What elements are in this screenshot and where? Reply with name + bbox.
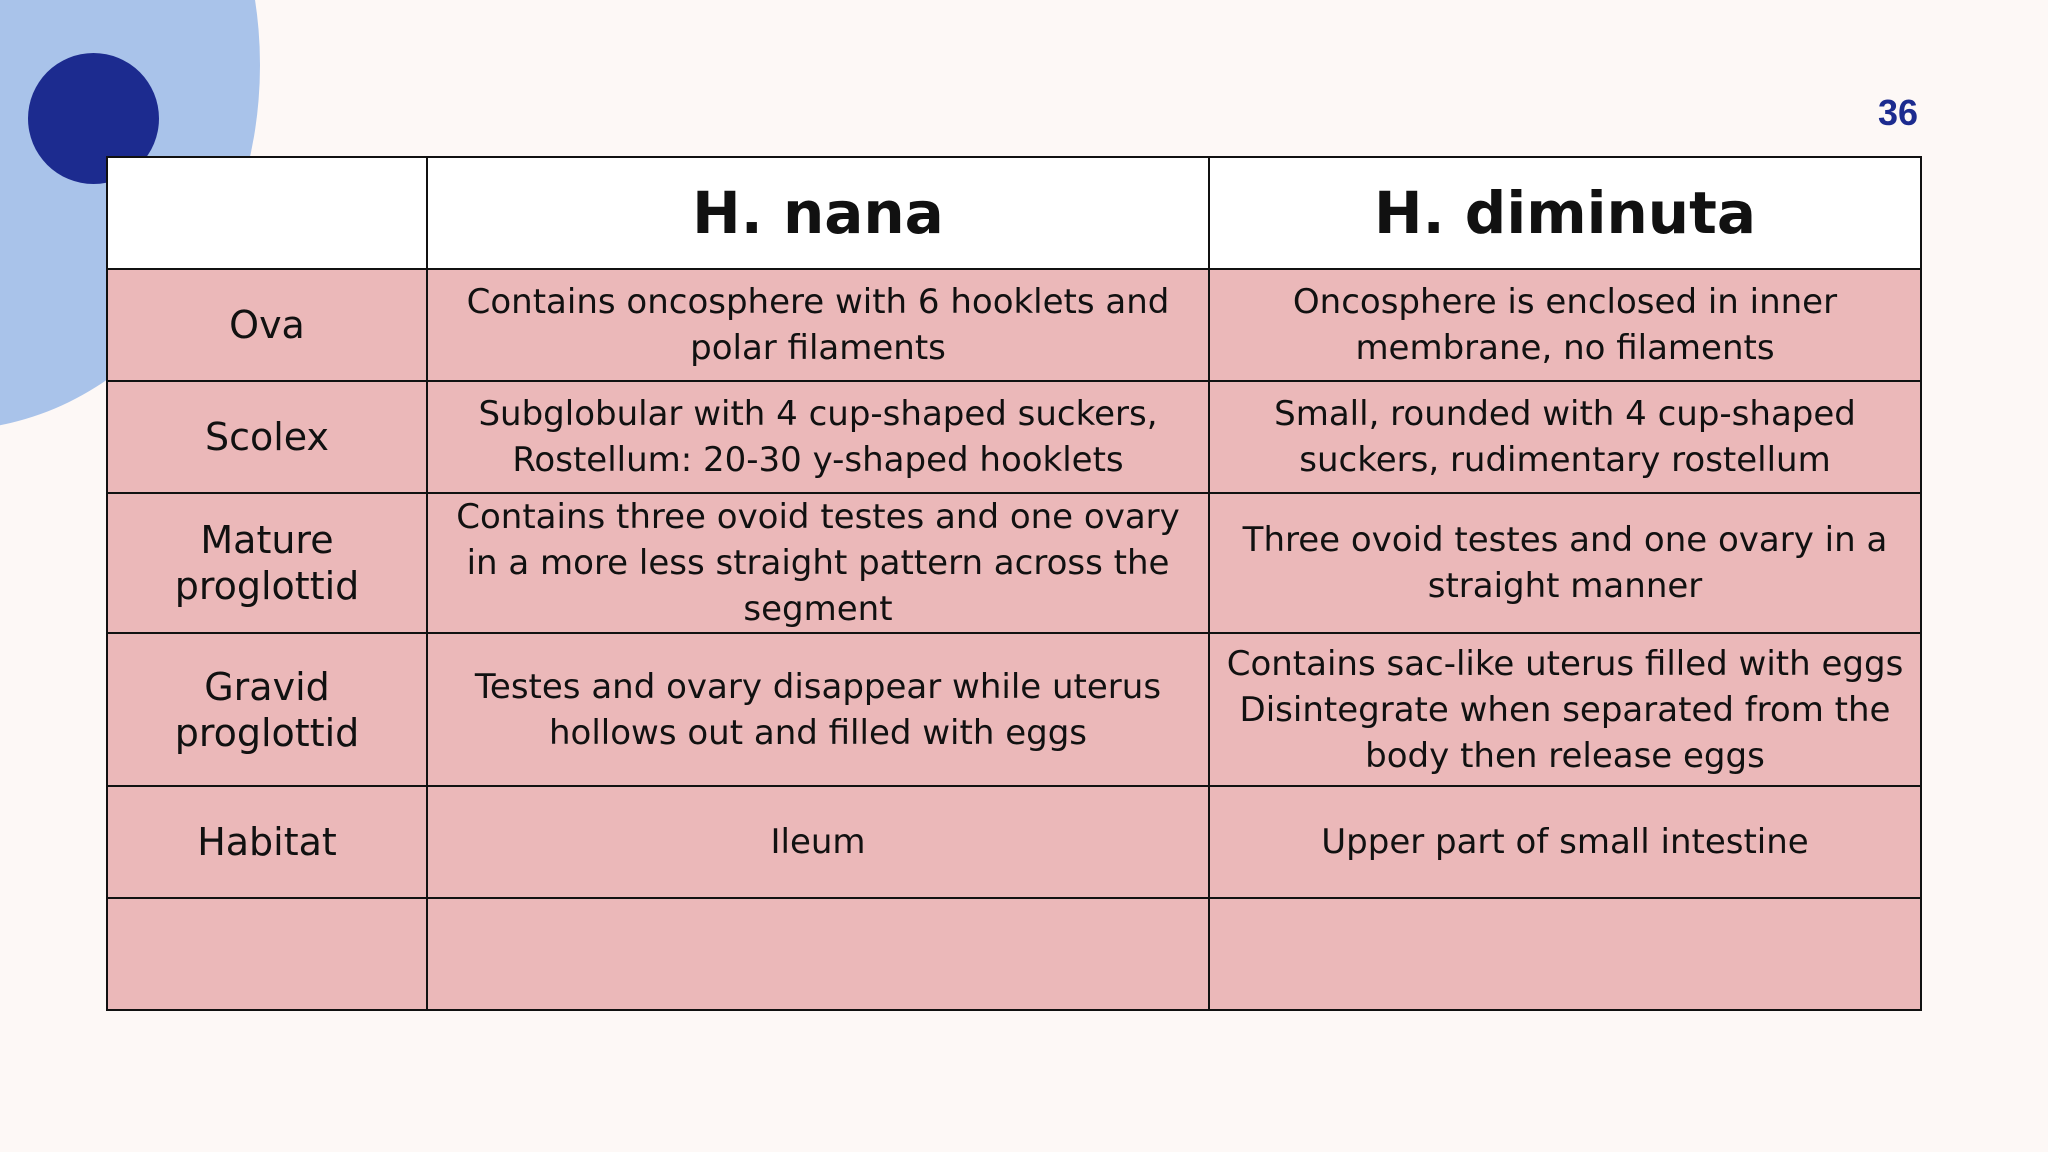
table-header-h-nana: H. nana — [427, 157, 1209, 269]
row-label-habitat: Habitat — [107, 786, 427, 898]
page-number: 36 — [1877, 92, 1918, 133]
row-label-mature-proglottid: Mature proglottid — [107, 493, 427, 633]
cell-h-nana: Ileum — [427, 786, 1209, 898]
cell-h-diminuta: Small, rounded with 4 cup-shaped suckers, rudimentary rostellum — [1209, 381, 1921, 493]
row-label-gravid-proglottid: Gravid proglottid — [107, 633, 427, 786]
table-header-corner — [107, 157, 427, 269]
table-row — [107, 786, 1921, 898]
table-row-empty — [107, 898, 1921, 1010]
table-row — [107, 633, 1921, 786]
row-label-ova: Ova — [107, 269, 427, 381]
cell-h-diminuta: Oncosphere is enclosed in inner membrane, no filaments — [1209, 269, 1921, 381]
table-row — [107, 381, 1921, 493]
cell-h-diminuta: Upper part of small intestine — [1209, 786, 1921, 898]
table-header-row — [107, 157, 1921, 269]
comparison-table — [106, 156, 1922, 1011]
cell-h-nana: Testes and ovary disappear while uterus hollows out and filled with eggs — [427, 633, 1209, 786]
cell-h-nana: Subglobular with 4 cup-shaped suckers, Rostellum: 20-30 y-shaped hooklets — [427, 381, 1209, 493]
cell-h-diminuta — [1209, 898, 1921, 1010]
cell-h-nana: Contains three ovoid testes and one ovary in a more less straight pattern across the segment — [427, 493, 1209, 633]
cell-h-nana: Contains oncosphere with 6 hooklets and polar filaments — [427, 269, 1209, 381]
table-row — [107, 493, 1921, 633]
table-header-h-diminuta: H. diminuta — [1209, 157, 1921, 269]
row-label-scolex: Scolex — [107, 381, 427, 493]
row-label-empty — [107, 898, 427, 1010]
table-row — [107, 269, 1921, 381]
cell-h-nana — [427, 898, 1209, 1010]
cell-h-diminuta: Three ovoid testes and one ovary in a straight manner — [1209, 493, 1921, 633]
cell-h-diminuta: Contains sac-like uterus filled with eggs Disintegrate when separated from the body then release eggs — [1209, 633, 1921, 786]
